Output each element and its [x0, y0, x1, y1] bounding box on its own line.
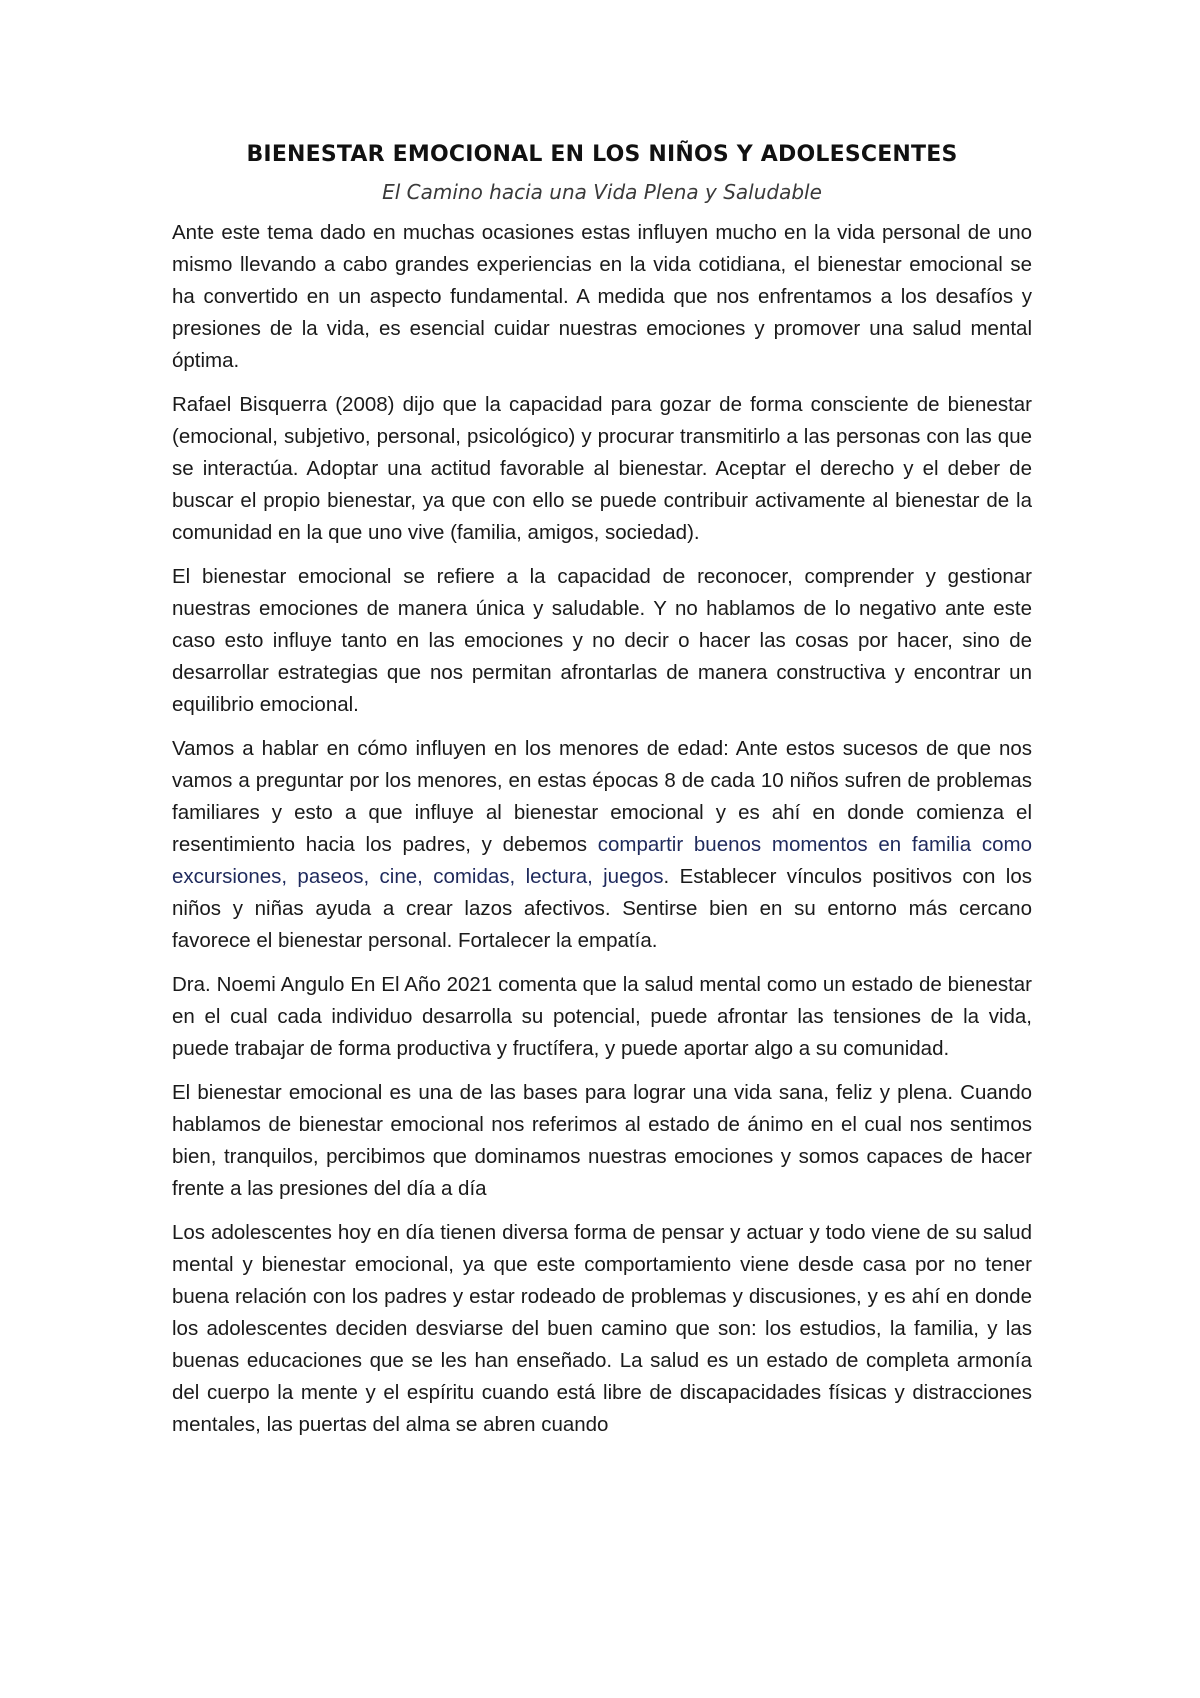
paragraph-bases: El bienestar emocional es una de las bases para lograr una vida sana, feliz y plena. Cuando hablamos de bienestar emocional nos referimos al estado de ánimo en el cual nos sentimos bien, tranquilos, percibimos que dominamos nuestras emociones y somos capaces de hacer frente a las presiones del día a día: [172, 1081, 1032, 1200]
paragraph-adolescents: Los adolescentes hoy en día tienen diversa forma de pensar y actuar y todo viene de su salud mental y bienestar emocional, ya que este comportamiento viene desde casa por no tener buena relación con los padres y estar rodeado de problemas y discusiones, y es ahí en donde los adolescentes deciden desviarse del buen camino que son: los estudios, la familia, y las buenas educaciones que se les han enseñado. La salud es un estado de completa armonía del cuerpo la mente y el espíritu cuando está libre de discapacidades físicas y distracciones mentales, las puertas del alma se abren cuando: [172, 1221, 1032, 1436]
document-subtitle: El Camino hacia una Vida Plena y Saludable: [382, 180, 822, 204]
paragraph-bisquerra: Rafael Bisquerra (2008) dijo que la capacidad para gozar de forma consciente de bienestar (emocional, subjetivo, personal, psicológico) y procurar transmitirlo a las personas con las que se interactúa. Adoptar una actitud favorable al bienestar. Aceptar el derecho y el deber de buscar el propio bienestar, ya que con ello se puede contribuir activamente al bienestar de la comunidad en la que uno vive (familia, amigos, sociedad).: [172, 393, 1032, 544]
paragraph-intro: Ante este tema dado en muchas ocasiones estas influyen mucho en la vida personal de uno mismo llevando a cabo grandes experiencias en la vida cotidiana, el bienestar emocional se ha convertido en un aspecto fundamental. A medida que nos enfrentamos a los desafíos y presiones de la vida, es esencial cuidar nuestras emociones y promover una salud mental óptima.: [172, 221, 1032, 372]
paragraph-minors-highlight: compartir buenos momentos en familia como excursiones, paseos, cine, comidas, lectura, juegos: [172, 833, 1033, 888]
document-body: [172, 217, 1032, 1441]
paragraph-angulo: Dra. Noemi Angulo En El Año 2021 comenta que la salud mental como un estado de bienestar en el cual cada individuo desarrolla su potencial, puede afrontar las tensiones de la vida, puede trabajar de forma productiva y fructífera, y puede aportar algo a su comunidad.: [172, 973, 1032, 1060]
paragraph-minors: [172, 733, 1032, 957]
paragraph-minors-text-end: . Establecer vínculos positivos con los niños y niñas ayuda a crear lazos afectivos. Sentirse bien en su entorno más cercano favorece el bienestar personal. Fortalecer la empatía.: [172, 865, 1033, 952]
paragraph-definition: El bienestar emocional se refiere a la capacidad de reconocer, comprender y gestionar nuestras emociones de manera única y saludable. Y no hablamos de lo negativo ante este caso esto influye tanto en las emociones y no decir o hacer las cosas por hacer, sino de desarrollar estrategias que nos permitan afrontarlas de manera constructiva y encontrar un equilibrio emocional.: [172, 565, 1032, 716]
document-title: BIENESTAR EMOCIONAL EN LOS NIÑOS Y ADOLESCENTES: [246, 142, 958, 167]
document-content: [172, 140, 1032, 1453]
paragraph-minors-text-start: Vamos a hablar en cómo influyen en los menores de edad: Ante estos sucesos de que nos vamos a preguntar por los menores, en estas épocas 8 de cada 10 niños sufren de problemas familiares y esto a que influye al bienestar emocional y es ahí en donde comienza el resentimiento hacia los padres, y debemos: [172, 737, 1032, 856]
